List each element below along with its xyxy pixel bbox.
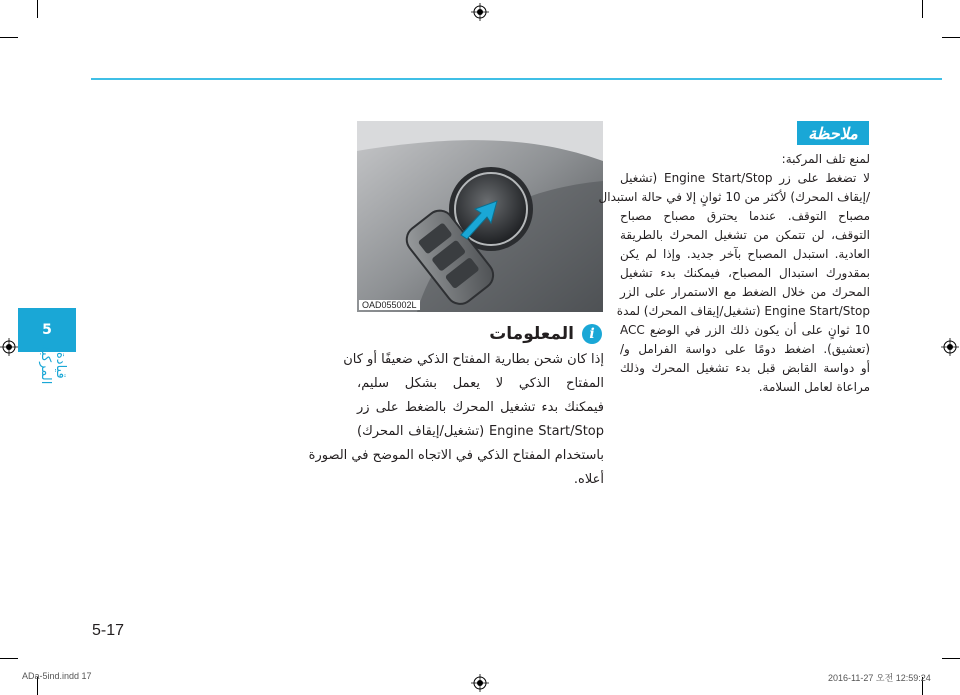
section-title: قيادة المركبة	[38, 345, 68, 385]
info-text	[308, 348, 604, 492]
note-line: العادية. استبدل المصباح بآخر جديد. وإذا لم يكن	[620, 247, 870, 261]
figure-code: OAD055002L	[359, 300, 420, 310]
note-line: لا تضغط على زر Engine Start/Stop (تشغيل	[620, 171, 870, 185]
note-line: أو دواسة القابض قبل بدء تشغيل المحرك وذلك	[620, 361, 870, 375]
info-line: أعلاه.	[573, 472, 604, 487]
crop-mark	[37, 0, 38, 18]
smart-key-figure	[357, 121, 603, 312]
info-line: فيمكنك بدء تشغيل المحرك بالضغط على زر	[357, 400, 604, 415]
info-title: المعلومات	[489, 324, 574, 344]
info-icon: i	[582, 324, 602, 344]
info-line: باستخدام المفتاح الذكي في الاتجاه الموضح في الصورة	[308, 448, 604, 463]
note-line: Engine Start/Stop (تشغيل/إيقاف المحرك) لمدة	[616, 304, 870, 318]
note-line: مراعاة لعامل السلامة.	[758, 380, 870, 394]
note-line: (تعشيق). اضغط دومًا على دواسة الفرامل و/	[620, 342, 870, 356]
note-line: 10 ثوانٍ على أن يكون ذلك الزر في الوضع ACC	[620, 323, 870, 337]
crop-mark	[0, 37, 18, 38]
registration-mark-icon	[941, 338, 959, 356]
crop-mark	[922, 0, 923, 18]
info-line: المفتاح الذكي لا يعمل بشكل سليم،	[357, 376, 604, 391]
registration-mark-icon	[471, 3, 489, 21]
note-line: التوقف، لن تتمكن من تشغيل المحرك بالطريقة	[620, 228, 870, 242]
note-title: ملاحظة	[797, 121, 869, 145]
crop-mark	[942, 37, 960, 38]
section-number: 5	[42, 322, 52, 338]
note-line: المحرك من خلال الضغط مع الاستمرار على الزر	[620, 285, 870, 299]
footer-file: ADa-5ind.indd 17	[22, 671, 92, 681]
page-number: 5-17	[92, 622, 125, 639]
note-line: بمقدورك استبدال المصباح، فيمكنك بدء تشغيل	[620, 266, 870, 280]
footer-timestamp: 2016-11-27 오전 12:59:24	[828, 673, 931, 683]
registration-mark-icon	[471, 674, 489, 692]
note-line: لمنع تلف المركبة:	[781, 152, 870, 166]
info-line: Engine Start/Stop (تشغيل/إيقاف المحرك)	[357, 424, 604, 439]
note-line: مصباح التوقف. عندما يحترق مصباح مصباح	[620, 209, 870, 223]
note-line: /إيقاف المحرك) لأكثر من 10 ثوانٍ إلا في حالة استبدال	[598, 190, 870, 204]
registration-mark-icon	[0, 338, 18, 356]
crop-mark	[0, 658, 18, 659]
info-line: إذا كان شحن بطارية المفتاح الذكي ضعيفًا أو كان	[343, 352, 604, 367]
smart-key-illustration	[357, 121, 603, 312]
note-text	[598, 150, 870, 397]
crop-mark	[942, 658, 960, 659]
header-rule	[91, 78, 942, 80]
info-header	[470, 324, 602, 344]
